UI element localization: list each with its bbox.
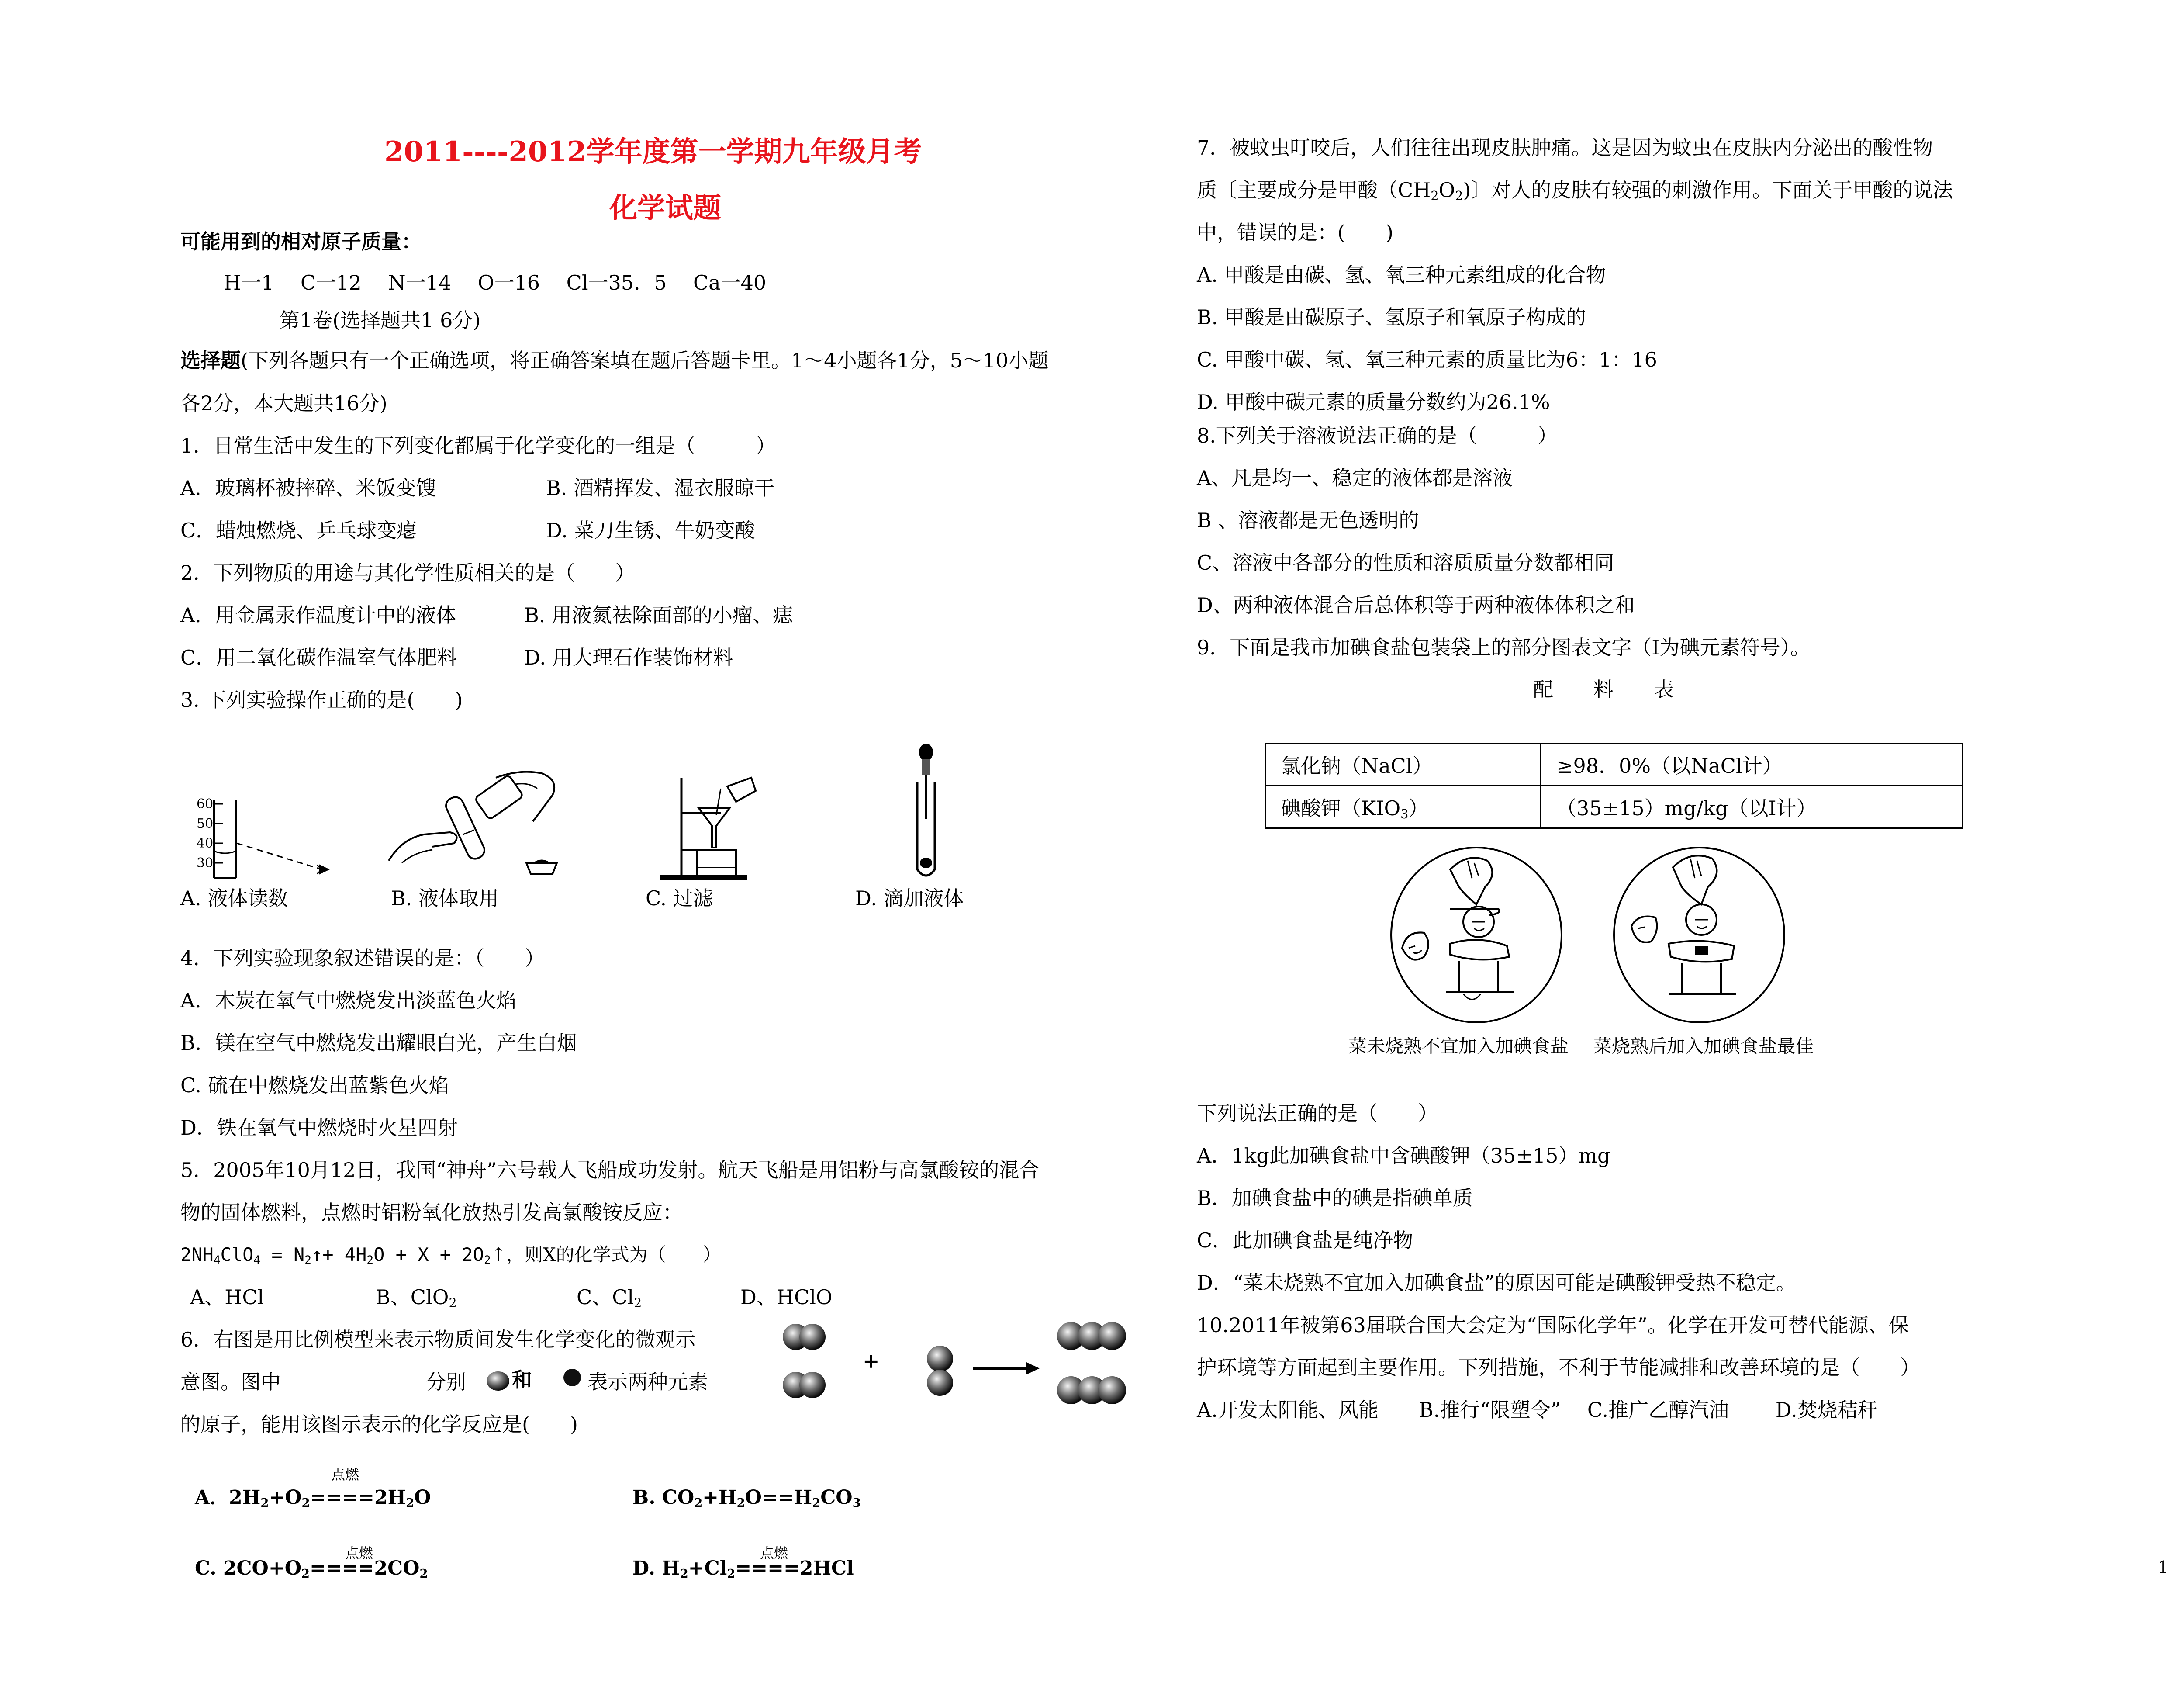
- table-cell: （35±15）mg/kg（以I计）: [1541, 786, 1963, 828]
- instructions-rest: (下列各题只有一个正确选项，将正确答案填在题后答题卡里。1～4小题各1分，5～10小题: [241, 349, 1049, 372]
- q5-option-d: D、HClO: [740, 1285, 833, 1309]
- caption-left: 菜未烧熟不宜加入加碘食盐: [1348, 1035, 1569, 1057]
- q5-option-c: [577, 1284, 642, 1310]
- eq-part: ↑+ 4H: [311, 1244, 367, 1265]
- eq-sub: 2: [366, 1253, 374, 1267]
- q10-options: A.开发太阳能、风能 B.推行“限塑令” C.推广乙醇汽油 D.焚烧秸秆: [1197, 1398, 1878, 1422]
- q10-line1: 10.2011年被第63届联合国大会定为“国际化学年”。化学在开发可替代能源、保: [1197, 1313, 1909, 1337]
- q7-part: O: [1438, 178, 1455, 202]
- q3-label-b: B. 液体取用: [391, 886, 499, 910]
- q8-option-b: B 、溶液都是无色透明的: [1197, 509, 1419, 532]
- opt-part: D. H: [632, 1557, 680, 1579]
- opt-part: +O: [269, 1486, 302, 1509]
- ingredient-table: [1265, 743, 1963, 829]
- q7-sub: 2: [1431, 189, 1439, 204]
- q5-option-b: [376, 1284, 457, 1310]
- opt-part: +H: [702, 1486, 737, 1509]
- exam-title: 2011----2012学年度第一学期九年级月考: [384, 135, 922, 168]
- caption-right: 菜烧熟后加入加碘食盐最佳: [1593, 1035, 1814, 1057]
- q2-option-a: A．用金属汞作温度计中的液体: [180, 603, 456, 627]
- q7-line2: [1197, 177, 1953, 203]
- chef-illustration-left: [1385, 843, 1568, 1027]
- instructions-lead: 选择题: [180, 349, 241, 372]
- opt-sub: 2: [301, 1496, 310, 1510]
- black-atom-icon: [561, 1367, 583, 1388]
- q4-option-c: C. 硫在中燃烧发出蓝紫色火焰: [180, 1073, 449, 1097]
- q7-option-a: A. 甲酸是由碳、氢、氧三种元素组成的化合物: [1197, 263, 1606, 287]
- opt-part: A．2H: [195, 1486, 261, 1509]
- q9-option-a: A．1kg此加碘食盐中含碘酸钾（35±15）mg: [1197, 1144, 1610, 1167]
- q9-option-c: C．此加碘食盐是纯净物: [1197, 1229, 1413, 1252]
- kio3-part: 碘酸钾（KIO: [1281, 796, 1401, 820]
- q6-line1: 6．右图是用比例模型来表示物质间发生化学变化的微观示: [180, 1328, 696, 1351]
- ingredient-table-title: 配 料 表: [1533, 678, 1674, 701]
- opt-part: O==H: [745, 1486, 812, 1509]
- q1-option-b: B. 酒精挥发、湿衣服晾干: [546, 476, 775, 500]
- q7-sub: 2: [1455, 189, 1463, 204]
- cylinder-tick-60: 60: [197, 796, 214, 812]
- q5-b-main: B、ClO: [376, 1285, 449, 1309]
- table-cell: ≥98．0%（以NaCl计）: [1541, 744, 1963, 786]
- q1-option-c: C．蜡烛燃烧、乒乓球变瘪: [180, 519, 417, 542]
- eq-sub: 4: [213, 1253, 221, 1267]
- q8-option-d: D、两种液体混合后总体积等于两种液体体积之和: [1197, 593, 1635, 617]
- opt-sub: 2: [736, 1496, 745, 1510]
- q6-line3: 的原子，能用该图示表示的化学反应是( ): [180, 1413, 578, 1436]
- q2-option-b: B. 用液氮祛除面部的小瘤、痣: [524, 603, 793, 627]
- table-row: [1265, 744, 1963, 786]
- q6-option-c: [195, 1555, 428, 1582]
- eq-part: 2NH: [180, 1244, 214, 1265]
- q4-option-a: A．木炭在氧气中燃烧发出淡蓝色火焰: [180, 989, 517, 1012]
- opt-part: C. 2CO+O: [195, 1557, 302, 1579]
- opt-part: B. CO: [632, 1486, 695, 1509]
- eq-sub: 2: [304, 1253, 311, 1267]
- page-number: 1: [2158, 1558, 2169, 1577]
- eq-part: ClO: [220, 1244, 254, 1265]
- table-cell: [1265, 786, 1541, 828]
- q6-option-d: [632, 1555, 854, 1582]
- opt-sub: 3: [852, 1496, 861, 1510]
- reaction-diagram: [778, 1311, 1149, 1424]
- opt-part: O: [414, 1486, 431, 1509]
- kio3-part: ）: [1408, 796, 1429, 820]
- chef-illustration-right: [1607, 843, 1791, 1027]
- q3-label-d: D. 滴加液体: [855, 886, 964, 910]
- opt-sub: 2: [812, 1496, 821, 1510]
- atomic-mass-values: H一1 C一12 N一14 O一16 Cl一35．5 Ca一40: [224, 271, 767, 294]
- atomic-mass-heading: 可能用到的相对原子质量：: [180, 230, 422, 253]
- opt-sub: 2: [260, 1496, 269, 1510]
- q9-stem: 9．下面是我市加碘食盐包装袋上的部分图表文字（I为碘元素符号）。: [1197, 636, 1811, 659]
- q6-condition-d: 点燃: [760, 1545, 788, 1561]
- q4-option-b: B．镁在空气中燃烧发出耀眼白光，产生白烟: [180, 1031, 577, 1055]
- exam-subtitle: 化学试题: [609, 192, 721, 225]
- q7-option-b: B. 甲酸是由碳原子、氢原子和氧原子构成的: [1197, 305, 1586, 329]
- q3-label-a: A. 液体读数: [180, 886, 288, 910]
- opt-sub: 2: [694, 1496, 703, 1510]
- q8-option-a: A、凡是均一、稳定的液体都是溶液: [1197, 466, 1513, 490]
- q2-option-d: D. 用大理石作装饰材料: [524, 646, 733, 669]
- q6-condition-a: 点燃: [331, 1466, 359, 1483]
- q5-equation: [180, 1242, 721, 1268]
- q6-and: 和: [512, 1368, 532, 1392]
- q8-option-c: C、溶液中各部分的性质和溶质质量分数都相同: [1197, 551, 1614, 575]
- q7-line1: 7．被蚊虫叮咬后，人们往往出现皮肤肿痛。这是因为蚊虫在皮肤内分泌出的酸性物: [1197, 136, 1933, 159]
- q7-part: )〕对人的皮肤有较强的刺激作用。下面关于甲酸的说法: [1463, 178, 1953, 202]
- opt-part: ====2H: [310, 1486, 406, 1509]
- q4-stem: 4．下列实验现象叙述错误的是：（ ）: [180, 946, 545, 970]
- opt-part: ====2CO: [310, 1557, 420, 1579]
- q7-line3: 中，错误的是：( ): [1197, 221, 1393, 244]
- section1-title: 第1卷(选择题共1 6分): [280, 308, 481, 332]
- graduated-cylinder-figure: [188, 795, 332, 883]
- opt-part: ====2HCl: [735, 1557, 854, 1579]
- q9-option-b: B．加碘食盐中的碘是指碘单质: [1197, 1186, 1473, 1210]
- q10-line2: 护环境等方面起到主要作用。下列措施，不利于节能减排和改善环境的是（ ）: [1197, 1356, 1920, 1379]
- filtration-figure: [651, 773, 764, 883]
- q6-option-b: [632, 1485, 861, 1511]
- q8-stem: 8.下列关于溶液说法正确的是（ ）: [1197, 424, 1558, 447]
- q9-prompt: 下列说法正确的是（ ）: [1197, 1101, 1438, 1125]
- cylinder-tick-50: 50: [197, 816, 214, 831]
- q4-option-d: D．铁在氧气中燃烧时火星四射: [180, 1116, 458, 1139]
- q6-line2c: 表示两种元素: [587, 1370, 708, 1394]
- table-cell: 氯化钠（NaCl）: [1265, 744, 1541, 786]
- opt-part: +Cl: [688, 1557, 727, 1579]
- q3-stem: 3. 下列实验操作正确的是( ): [180, 688, 463, 712]
- q7-option-d: D. 甲酸中碳元素的质量分数约为26.1%: [1197, 390, 1550, 414]
- opt-sub: 2: [301, 1566, 310, 1581]
- q6-line2a: 意图。图中: [180, 1370, 281, 1394]
- opt-sub: 2: [406, 1496, 415, 1510]
- q6-condition-c: 点燃: [345, 1545, 373, 1561]
- q7-option-c: C. 甲酸中碳、氢、氧三种元素的质量比为6：1：16: [1197, 348, 1657, 371]
- table-row: [1265, 786, 1963, 828]
- q1-stem: 1．日常生活中发生的下列变化都属于化学变化的一组是（ ）: [180, 434, 776, 457]
- cylinder-tick-40: 40: [197, 836, 214, 851]
- q6-line2b: 分别: [426, 1370, 466, 1394]
- q1-option-a: A．玻璃杯被摔碎、米饭变馊: [180, 476, 436, 500]
- q5-c-sub: 2: [634, 1296, 642, 1311]
- eq-sub: 4: [253, 1253, 261, 1267]
- q6-option-a: [195, 1485, 431, 1511]
- opt-sub: 2: [419, 1566, 428, 1581]
- q1-option-d: D. 菜刀生锈、牛奶变酸: [546, 519, 755, 542]
- q5-b-sub: 2: [449, 1296, 457, 1311]
- kio3-sub: 3: [1400, 807, 1409, 822]
- dropper-figure: [909, 743, 943, 883]
- q3-label-c: C. 过滤: [646, 886, 713, 910]
- q9-option-d: D．“菜未烧熟不宜加入加碘食盐”的原因可能是碘酸钾受热不稳定。: [1197, 1271, 1796, 1295]
- instructions-line1: [180, 347, 1049, 374]
- eq-part: O + X + 2O: [373, 1244, 484, 1265]
- q2-stem: 2．下列物质的用途与其化学性质相关的是（ ）: [180, 561, 636, 585]
- liquid-pouring-figure: [384, 769, 568, 883]
- eq-part: = N: [260, 1244, 305, 1265]
- eq-sub: 2: [484, 1253, 491, 1267]
- reaction-plus: +: [863, 1349, 880, 1373]
- grey-atom-icon: [485, 1370, 511, 1392]
- opt-part: CO: [820, 1486, 853, 1509]
- eq-part: ↑，则X的化学式为（ ）: [491, 1244, 721, 1265]
- q7-part: 质〔主要成分是甲酸（CH: [1197, 178, 1431, 202]
- q5-option-a: A、HCl: [190, 1285, 264, 1309]
- q5-line2: 物的固体燃料，点燃时铝粉氧化放热引发高氯酸铵反应：: [180, 1201, 683, 1224]
- q5-c-main: C、Cl: [577, 1285, 634, 1309]
- instructions-line2: 各2分，本大题共16分): [180, 391, 387, 415]
- opt-sub: 2: [727, 1566, 736, 1581]
- opt-sub: 2: [680, 1566, 688, 1581]
- cylinder-tick-30: 30: [197, 855, 214, 871]
- q5-line1: 5．2005年10月12日，我国“神舟”六号载人飞船成功发射。航天飞船是用铝粉与高氯酸铵的混合: [180, 1158, 1040, 1182]
- q2-option-c: C．用二氧化碳作温室气体肥料: [180, 646, 457, 669]
